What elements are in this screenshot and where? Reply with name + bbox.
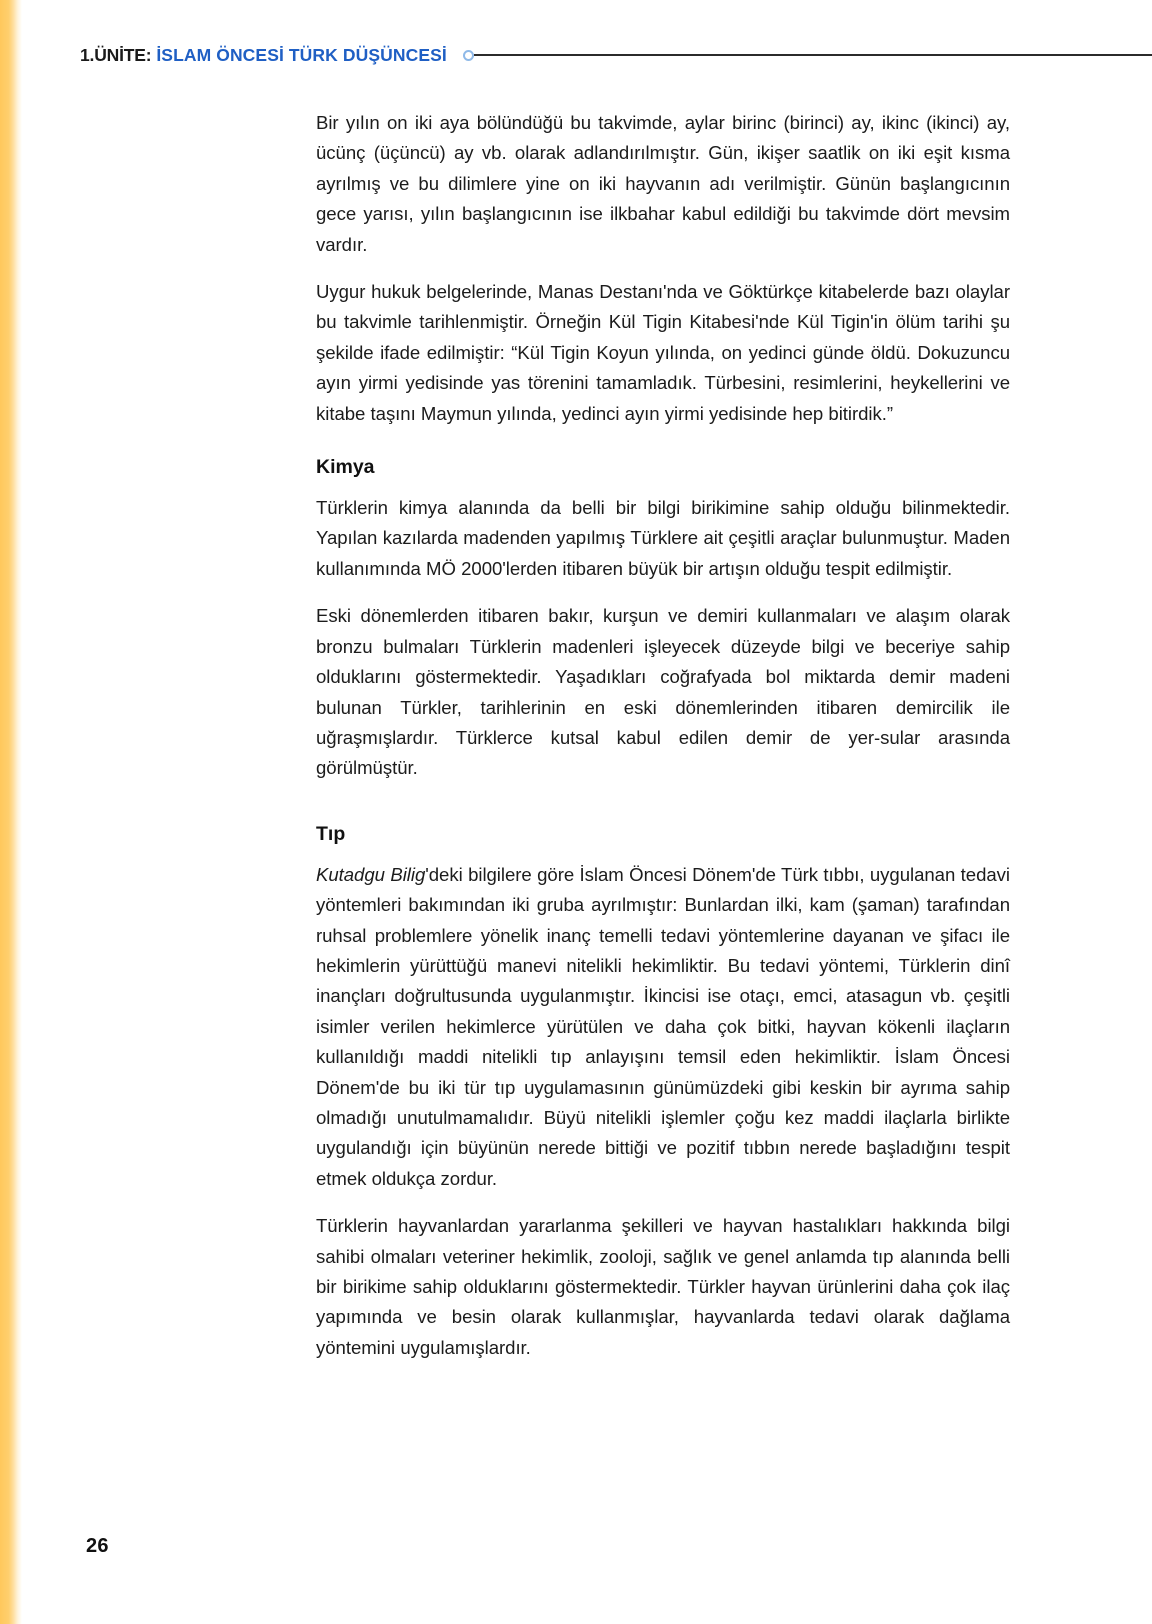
- paragraph-tip-1: [316, 860, 1010, 1194]
- unit-number-label: 1.ÜNİTE:: [80, 44, 152, 65]
- page-number: 26: [86, 1535, 109, 1557]
- section-heading-kimya: Kimya: [316, 456, 375, 479]
- left-edge-accent-stripe: [0, 0, 22, 1624]
- paragraph-kimya-2: Eski dönemlerden itibaren bakır, kurşun ve demiri kullanmaları ve alaşım olarak bronzu bulmaları Türklerin madenleri işleyecek düzeyde bilgi ve beceriye sahip olduklarını göstermektedir. Yaşadıkları coğrafyada bol miktarda demir madeni bulunan Türkler, tarihlerinin en eski dönemlerinden itibaren demircilik ile uğraşmışlardır. Türklerce kutsal kabul edilen demir de yer-sular arasında görülmüştür.: [316, 605, 1010, 779]
- header-divider-rule: [474, 54, 1152, 56]
- paragraph-tip-2: Türklerin hayvanlardan yararlanma şekilleri ve hayvan hastalıkları hakkında bilgi sahibi olmaları veteriner hekimlik, zooloji, sağlık ve genel anlamda tıp alanında belli bir birikime sahip olduklarını göstermektedir. Türkler hayvan ürünlerini daha çok ilaç yapımında ve besin olarak kullanmışlar, hayvanlarda tedavi olarak dağlama yöntemini uygulamışlardır.: [316, 1215, 1010, 1358]
- paragraph-kimya-1: Türklerin kimya alanında da belli bir bilgi birikimine sahip olduğu bilinmektedir. Yapılan kazılarda madenden yapılmış Türklere ait çeşitli araçlar bulunmuştur. Maden kullanımında MÖ 2000'lerden itibaren büyük bir artışın olduğu tespit edilmiştir.: [316, 497, 1010, 579]
- circle-marker-icon: [463, 50, 474, 61]
- paragraph-tip-1-body: 'deki bilgilere göre İslam Öncesi Dönem'de Türk tıbbı, uygulanan tedavi yöntemleri bakımından iki gruba ayrılmıştır: Bunlardan ilki, kam (şaman) tarafından ruhsal problemlere yönelik inanç temelli tedavi yöntemlerine dayanan ve şifacı ile hekimlerin yürüttüğü manevi nitelikli hekimliktir. Bu tedavi yöntemi, Türklerin dinî inançları doğrultusunda uygulanmıştır. İkincisi ise otaçı, emci, atasagun vb. çeşitli isimler verilen hekimlerce yürütülen ve daha çok bitki, hayvan kökenli ilaçların kullanıldığı maddi nitelikli tıp anlayışını temsil eden hekimliktir. İslam Öncesi Dönem'de bu iki tür tıp uygulamasının günümüzdeki gibi keskin bir ayrıma sahip olmadığı unutulmamalıdır. Büyü nitelikli işlemler çoğu kez maddi ilaçlarla birlikte uygulandığı için büyünün nerede bittiği ve pozitif tıbbın nerede başladığını tespit etmek oldukça zordur.: [316, 863, 1010, 1189]
- paragraph-uygur-documents: Uygur hukuk belgelerinde, Manas Destanı'nda ve Göktürkçe kitabelerde bazı olaylar bu takvimle tarihlenmiştir. Örneğin Kül Tigin Kitabesi'nde Kül Tigin'in ölüm tarihi şu şekilde ifade edilmiştir: “Kül Tigin Koyun yılında, on yedinci günde öldü. Dokuzuncu ayın yirmi yedisinde yas törenini tamamladık. Türbesini, resimlerini, heykellerini ve kitabe taşını Maymun yılında, yedinci ayın yirmi yedisinde hep bitirdik.”: [316, 281, 1010, 424]
- section-heading-tip: Tıp: [316, 822, 346, 845]
- running-header: [80, 38, 1152, 72]
- text-column: [316, 108, 1010, 1380]
- paragraph-calendar-months: Bir yılın on iki aya bölündüğü bu takvimde, aylar birinc (birinci) ay, ikinc (ikinci) ay, ücünç (üçüncü) ay vb. olarak adlandırılmıştır. Gün, ikişer saatlik on iki eşit kısma ayrılmış ve bu dilimlere yine on iki hayvanın adı verilmiştir. Günün başlangıcının gece yarısı, yılın başlangıcının ise ilkbahar kabul edildiği bu takvimde dört mevsim vardır.: [316, 112, 1010, 255]
- work-title-kutadgu-bilig: Kutadgu Bilig: [316, 863, 426, 885]
- unit-title-label: İSLAM ÖNCESİ TÜRK DÜŞÜNCESİ: [156, 44, 447, 65]
